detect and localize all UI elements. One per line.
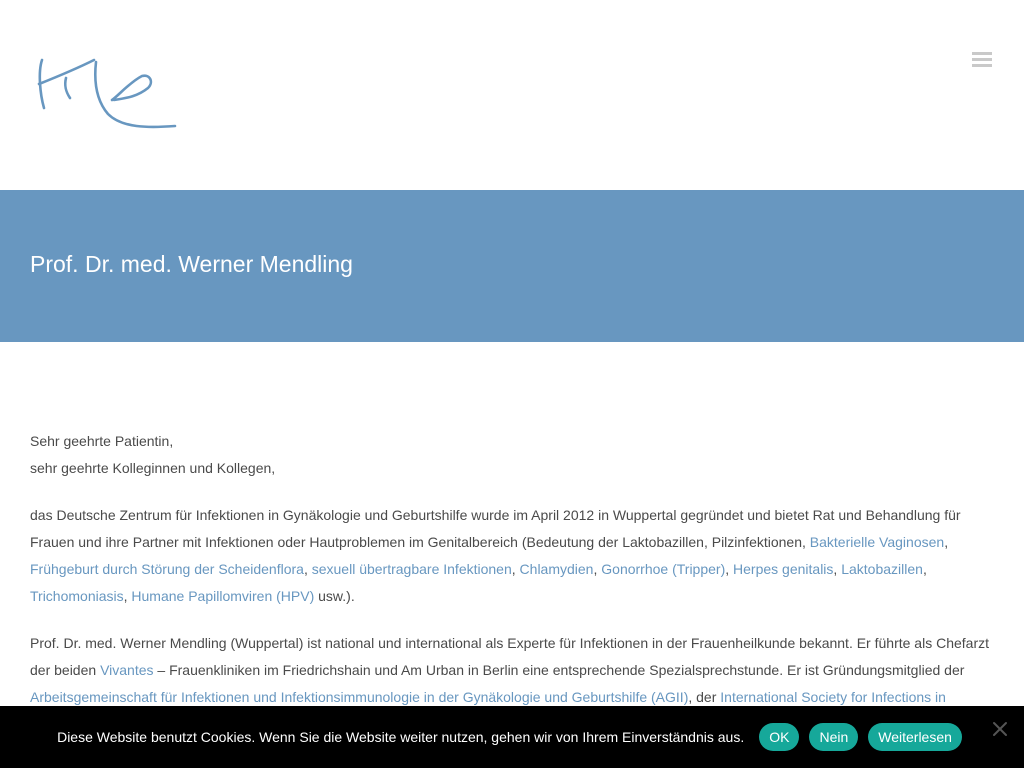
cookie-ok-button[interactable]: OK	[759, 723, 799, 751]
bio-text-3: , der	[688, 689, 717, 705]
cookie-read-more-button[interactable]: Weiterlesen	[868, 723, 962, 751]
link-isidog[interactable]: International Society for Infections in	[720, 689, 946, 705]
link-bakterielle-vaginosen[interactable]: Bakterielle Vaginosen	[809, 534, 945, 550]
bio-text-1: Prof. Dr. med. Werner Mendling (Wuppertal) ist national und international als Experte für Infektionen in der Frauenheilkunde bekannt. Er führte als Chefarzt der beiden	[30, 635, 989, 678]
link-gonorrhoe[interactable]: Gonorrhoe (Tripper)	[601, 561, 726, 577]
link-sexuell-uebertragbare-infektionen[interactable]: sexuell übertragbare Infektionen	[311, 561, 512, 577]
menu-bar	[972, 58, 992, 61]
link-agii[interactable]: Arbeitsgemeinschaft für Infektionen und Infektionsimmunologie in der Gynäkologie und Geburtshilfe (AGII)	[30, 689, 689, 705]
close-icon[interactable]	[991, 720, 1009, 738]
bio-text-2: – Frauenkliniken im Friedrichshain und Am Urban in Berlin eine entsprechende Spezialsprechstunde. Er ist Gründungsmitglied der	[157, 662, 965, 678]
cookie-no-button[interactable]: Nein	[809, 723, 858, 751]
link-hpv[interactable]: Humane Papillomviren (HPV)	[131, 588, 315, 604]
cookie-text: Diese Website benutzt Cookies. Wenn Sie die Website weiter nutzen, gehen wir von Ihrem Einverständnis aus.	[57, 729, 745, 745]
link-laktobazillen[interactable]: Laktobazillen	[841, 561, 923, 577]
greeting	[30, 428, 994, 482]
link-fruehgeburt[interactable]: Frühgeburt durch Störung der Scheidenflora	[30, 561, 304, 577]
page-title: Prof. Dr. med. Werner Mendling	[30, 251, 353, 277]
menu-bar	[972, 52, 992, 55]
page-title-bar	[0, 190, 1024, 342]
link-trichomoniasis[interactable]: Trichomoniasis	[30, 588, 124, 604]
intro-paragraph: das Deutsche Zentrum für Infektionen in Gynäkologie und Geburtshilfe wurde im April 2012 in Wuppertal gegründet und bietet Rat und Behandlung für Frauen und ihre Partner mit Infektionen oder Hautproblemen im Genitalbereich (Bedeutung der Laktobazillen, Pilzinfektionen, Bakterielle Vaginosen, Frühgeburt durch Störung der Scheidenflora, sexuell übertragbare Infektionen, Chlamydien, Gonorrhoe (Tripper), Herpes genitalis, Laktobazillen, Trichomoniasis, Humane Papillomviren (HPV) usw.).	[30, 507, 961, 604]
greeting-colleagues: sehr geehrte Kolleginnen und Kollegen,	[30, 460, 276, 476]
link-herpes-genitalis[interactable]: Herpes genitalis	[733, 561, 834, 577]
link-chlamydien[interactable]: Chlamydien	[519, 561, 594, 577]
link-vivantes[interactable]: Vivantes	[100, 662, 154, 678]
site-logo[interactable]	[36, 52, 180, 132]
intro-outro: usw.).	[318, 588, 355, 604]
bio-paragraph	[30, 630, 994, 711]
greeting-patient: Sehr geehrte Patientin,	[30, 433, 174, 449]
menu-bar	[972, 64, 992, 67]
cookie-notice	[0, 706, 1024, 768]
hamburger-menu-icon[interactable]	[972, 52, 992, 70]
main-content	[30, 428, 994, 731]
site-header	[0, 0, 1024, 190]
intro-text: das Deutsche Zentrum für Infektionen in Gynäkologie und Geburtshilfe wurde im April 2012 in Wuppertal gegründet und bietet Rat und Behandlung für Frauen und ihre Partner mit Infektionen oder Hautproblemen im Genitalbereich (Bedeutung der Laktobazillen, Pilzinfektionen,	[30, 507, 961, 550]
